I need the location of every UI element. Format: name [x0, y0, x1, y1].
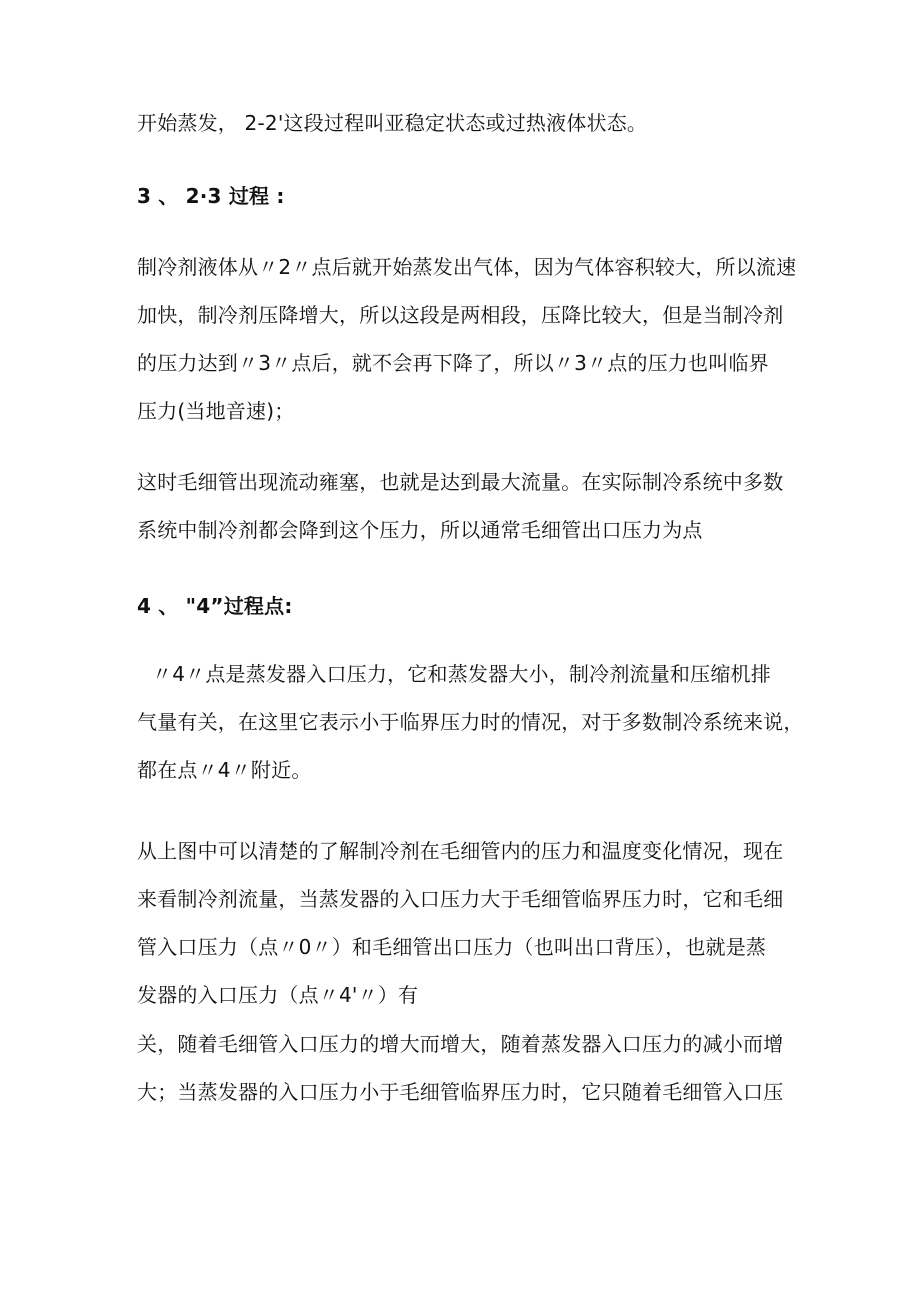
paragraph-line: 从上图中可以清楚的了解制冷剂在毛细管内的压力和温度变化情况，现在: [137, 839, 784, 863]
paragraph-line: 压力(当地音速)；: [137, 399, 295, 423]
section-heading-4: 4 、 "4”过程点:: [137, 594, 293, 618]
paragraph-line: 〃4〃点是蒸发器入口压力，它和蒸发器大小，制冷剂流量和压缩机排: [152, 662, 771, 686]
paragraph-line: 的压力达到〃3〃点后，就不会再下降了，所以〃3〃点的压力也叫临界: [137, 351, 769, 375]
paragraph-line: 气量有关，在这里它表示小于临界压力时的情况，对于多数制冷系统来说，: [137, 710, 804, 734]
paragraph-line: 都在点〃4〃附近。: [137, 758, 312, 782]
section-heading-3: 3 、 2·3 过程 :: [137, 184, 285, 208]
paragraph-line: 管入口压力（点〃0〃）和毛细管出口压力（也叫出口背压），也就是蒸: [137, 935, 767, 959]
paragraph-line: 来看制冷剂流量，当蒸发器的入口压力大于毛细管临界压力时，它和毛细: [137, 887, 784, 911]
paragraph-line: 这时毛细管出现流动雍塞，也就是达到最大流量。在实际制冷系统中多数: [137, 470, 784, 494]
paragraph-line: 开始蒸发， 2-2'这段过程叫亚稳定状态或过热液体状态。: [137, 111, 648, 135]
paragraph-line: 制冷剂液体从〃2〃点后就开始蒸发出气体，因为气体容积较大，所以流速: [137, 255, 797, 279]
paragraph-line: 系统中制冷剂都会降到这个压力，所以通常毛细管出口压力为点: [137, 518, 703, 542]
paragraph-line: 关，随着毛细管入口压力的增大而增大，随着蒸发器入口压力的减小而增: [137, 1032, 784, 1056]
paragraph-line: 发器的入口压力（点〃4'〃）有: [137, 983, 419, 1007]
paragraph-line: 加快，制冷剂压降增大，所以这段是两相段，压降比较大，但是当制冷剂: [137, 303, 784, 327]
paragraph-line: 大；当蒸发器的入口压力小于毛细管临界压力时，它只随着毛细管入口压: [137, 1080, 784, 1104]
